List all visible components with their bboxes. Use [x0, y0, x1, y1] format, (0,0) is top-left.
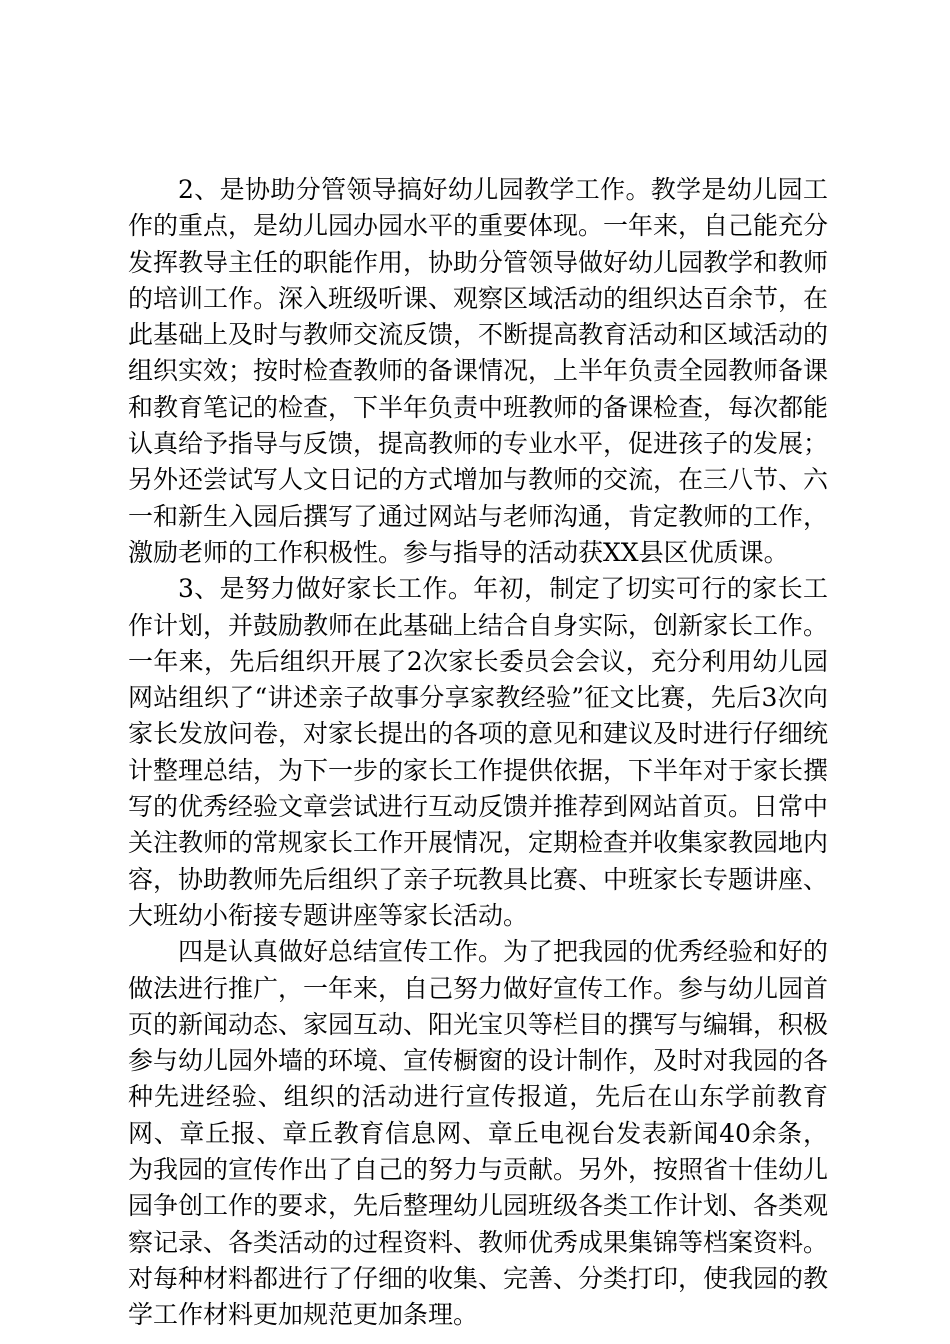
paragraph-teaching-work: 2、是协助分管领导搞好幼儿园教学工作。教学是幼儿园工作的重点，是幼儿园办园水平的重要体现。一年来，自己能充分发挥教导主任的职能作用，协助分管领导做好幼儿园教学和教师的培训工作。深入班级听课、观察区域活动的组织达百余节，在此基础上及时与教师交流反馈，不断提高教育活动和区域活动的组织实效；按时检查教师的备课情况，上半年负责全园教师备课和教育笔记的检查，下半年负责中班教师的备课检查，每次都能认真给予指导与反馈，提高教师的专业水平，促进孩子的发展；另外还尝试写人文日记的方式增加与教师的交流，在三八节、六一和新生入园后撰写了通过网站与老师沟通，肯定教师的工作，激励老师的工作积极性。参与指导的活动获XX县区优质课。: [128, 175, 829, 567]
document-body: [128, 172, 828, 1334]
paragraph-parent-work: 3、是努力做好家长工作。年初，制定了切实可行的家长工作计划，并鼓励教师在此基础上结合自身实际，创新家长工作。一年来，先后组织开展了2次家长委员会会议，充分利用幼儿园网站组织了“讲述亲子故事分享家教经验”征文比赛，先后3次向家长发放问卷，对家长提出的各项的意见和建议及时进行仔细统计整理总结，为下一步的家长工作提供依据，下半年对于家长撰写的优秀经验文章尝试进行互动反馈并推荐到网站首页。日常中关注教师的常规家长工作开展情况，定期检查并收集家教园地内容，协助教师先后组织了亲子玩教具比赛、中班家长专题讲座、大班幼小衔接专题讲座等家长活动。: [128, 574, 829, 930]
paragraph-publicity-work: 四是认真做好总结宣传工作。为了把我园的优秀经验和好的做法进行推广，一年来，自己努力做好宣传工作。参与幼儿园首页的新闻动态、家园互动、阳光宝贝等栏目的撰写与编辑，积极参与幼儿园外墙的环境、宣传橱窗的设计制作，及时对我园的各种先进经验、组织的活动进行宣传报道，先后在山东学前教育网、章丘报、章丘教育信息网、章丘电视台发表新闻40余条，为我园的宣传作出了自己的努力与贡献。另外，按照省十佳幼儿园争创工作的要求，先后整理幼儿园班级各类工作计划、各类观察记录、各类活动的过程资料、教师优秀成果集锦等档案资料。对每种材料都进行了仔细的收集、完善、分类打印，使我园的教学工作材料更加规范更加条理。: [128, 937, 829, 1330]
